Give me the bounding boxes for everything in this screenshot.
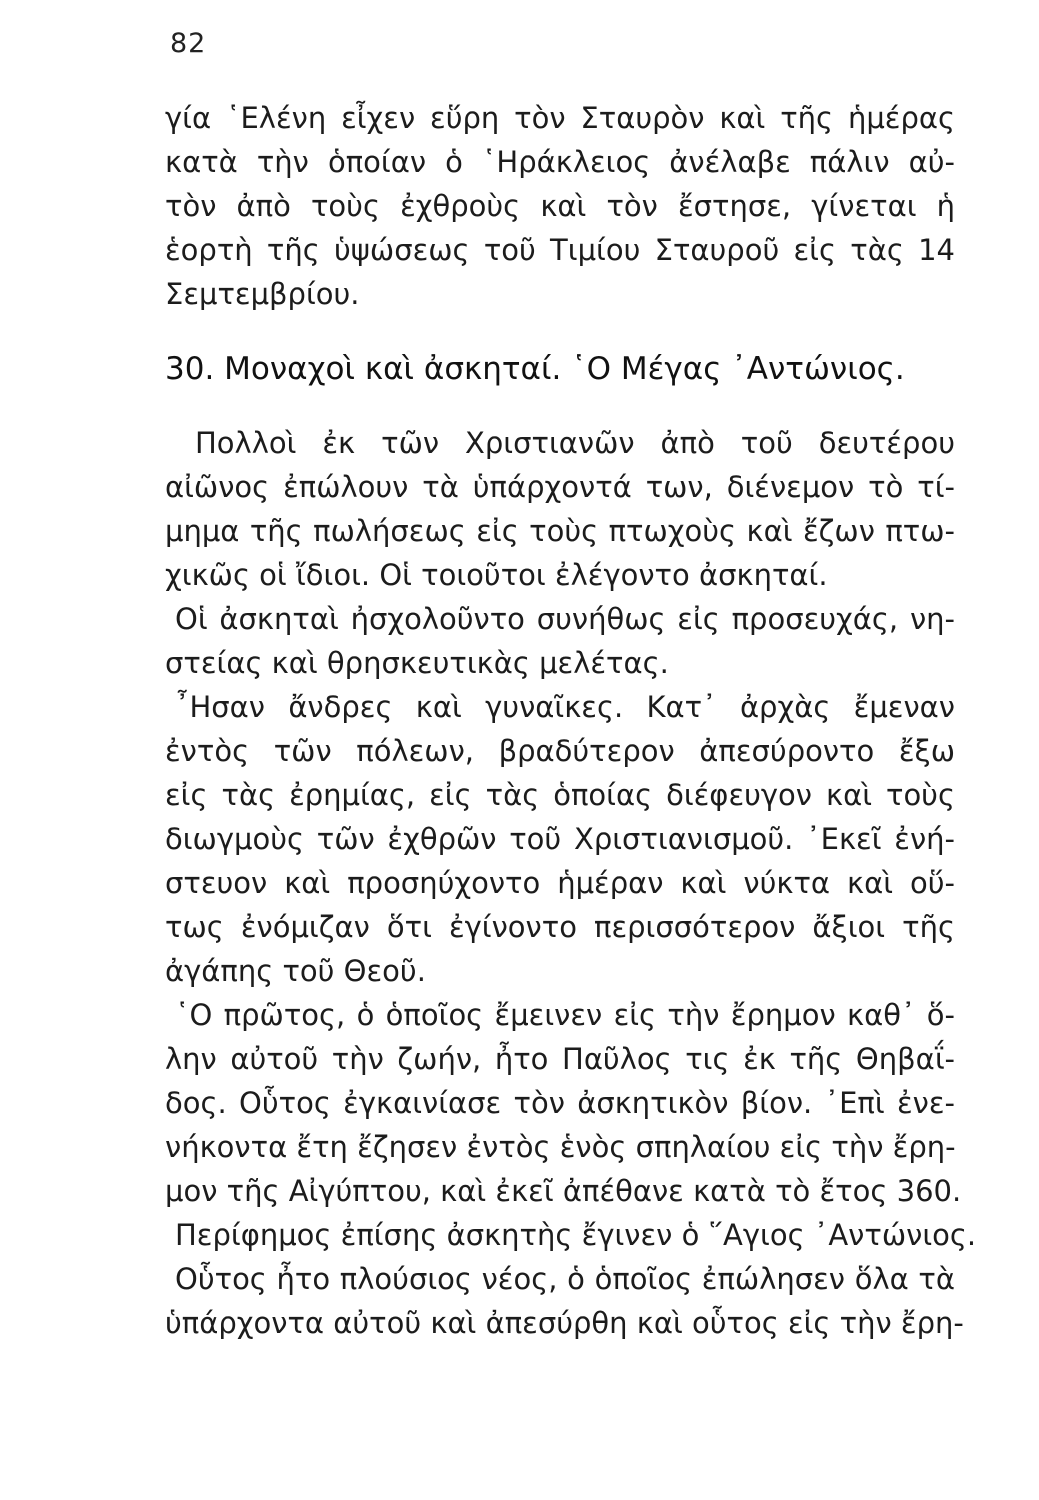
text-line: νήκοντα ἔτη ἔζησεν ἐντὸς ἑνὸς σπηλαίου εἰς τὴν ἔρη- — [165, 1130, 956, 1164]
section-heading: 30. Μοναχοὶ καὶ ἀσκηταί. ῾Ο Μέγας ᾿Αντώνιος. — [165, 351, 905, 387]
text-line: τὸν ἀπὸ τοὺς ἐχθροὺς καὶ τὸν ἔστησε, γίνεται ἡ — [165, 189, 955, 223]
text-line: ἀγάπης τοῦ Θεοῦ. — [165, 954, 426, 988]
text-line: Περίφημος ἐπίσης ἀσκητὴς ἔγινεν ὁ ῞Αγιος ᾿Αντώνιος. — [175, 1218, 977, 1252]
text-line: δος. Οὗτος ἐγκαινίασε τὸν ἀσκητικὸν βίον. ᾿Επὶ ἐνε- — [165, 1086, 955, 1120]
text-line: στείας καὶ θρησκευτικὰς μελέτας. — [165, 646, 669, 680]
text-line: εἰς τὰς ἐρημίας, εἰς τὰς ὁποίας διέφευγον καὶ τοὺς — [165, 778, 955, 812]
text-line: Σεμτεμβρίου. — [165, 277, 360, 311]
text-line: ἐντὸς τῶν πόλεων, βραδύτερον ἀπεσύροντο ἔξω — [165, 734, 955, 768]
text-line: μημα τῆς πωλήσεως εἰς τοὺς πτωχοὺς καὶ ἔζων πτω- — [165, 514, 955, 548]
text-line: Πολλοὶ ἐκ τῶν Χριστιανῶν ἀπὸ τοῦ δευτέρου — [195, 426, 955, 460]
text-line: γία ῾Ελένη εἶχεν εὕρη τὸν Σταυρὸν καὶ τῆς ἡμέρας — [165, 101, 955, 135]
text-line: Οὗτος ἦτο πλούσιος νέος, ὁ ὁποῖος ἐπώλησεν ὅλα τὰ — [175, 1262, 955, 1296]
page-number: 82 — [170, 28, 207, 59]
text-line: διωγμοὺς τῶν ἐχθρῶν τοῦ Χριστιανισμοῦ. ᾿Εκεῖ ἐνή- — [165, 822, 955, 856]
text-line: τως ἐνόμιζαν ὅτι ἐγίνοντο περισσότερον ἄξιοι τῆς — [165, 910, 955, 944]
text-line: αἰῶνος ἐπώλουν τὰ ὑπάρχοντά των, διένεμον τὸ τί- — [165, 470, 955, 504]
text-line: ῏Ησαν ἄνδρες καὶ γυναῖκες. Κατ᾿ ἀρχὰς ἔμεναν — [175, 690, 955, 724]
text-line: ῾Ο πρῶτος, ὁ ὁποῖος ἔμεινεν εἰς τὴν ἔρημον καθ᾿ ὅ- — [175, 998, 955, 1032]
text-line: χικῶς οἱ ἴδιοι. Οἱ τοιοῦτοι ἐλέγοντο ἀσκηταί. — [165, 558, 828, 592]
text-line: κατὰ τὴν ὁποίαν ὁ ῾Ηράκλειος ἀνέλαβε πάλιν αὐ- — [165, 145, 955, 179]
text-line: ὑπάρχοντα αὐτοῦ καὶ ἀπεσύρθη καὶ οὗτος εἰς τὴν ἔρη- — [165, 1306, 964, 1340]
text-line: Οἱ ἀσκηταὶ ἠσχολοῦντο συνήθως εἰς προσευχάς, νη- — [175, 602, 955, 636]
text-line: λην αὐτοῦ τὴν ζωήν, ἦτο Παῦλος τις ἐκ τῆς Θηβαΐ- — [165, 1042, 955, 1076]
text-line: στευον καὶ προσηύχοντο ἡμέραν καὶ νύκτα καὶ οὕ- — [165, 866, 955, 900]
text-line: μον τῆς Αἰγύπτου, καὶ ἐκεῖ ἀπέθανε κατὰ τὸ ἔτος 360. — [165, 1174, 962, 1208]
text-line: ἑορτὴ τῆς ὑψώσεως τοῦ Τιμίου Σταυροῦ εἰς τὰς 14 — [165, 233, 955, 267]
